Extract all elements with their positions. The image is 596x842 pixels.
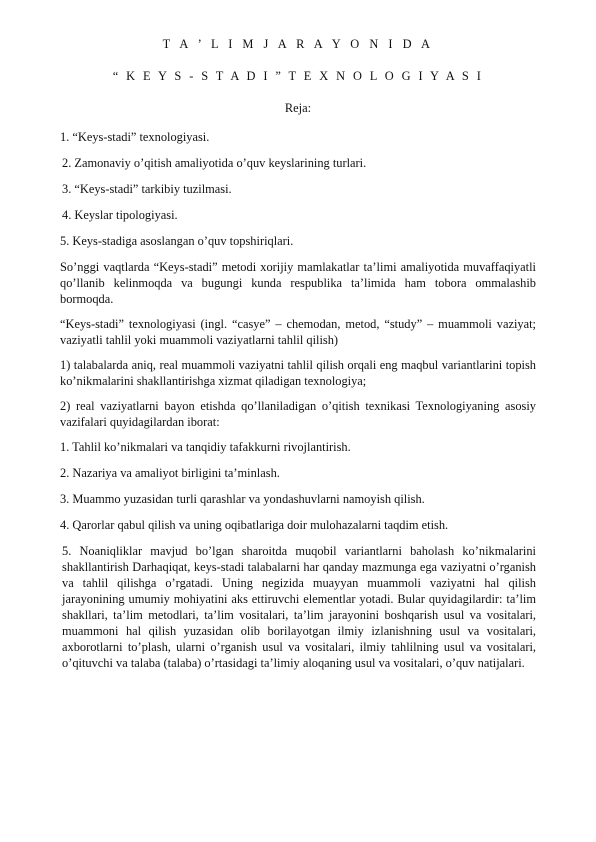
document-title-line-1: T A ’ L I M J A R A Y O N I D A <box>162 37 434 51</box>
plan-label: Reja: <box>284 101 312 115</box>
body-paragraph: 1) talabalarda aniq, real muammoli vaziyatni tahlil qilish orqali eng maqbul variantlarini topish ko’nikmalarini shakllantirishga xizmat qiladigan texnologiya; <box>60 358 536 388</box>
plan-item: 3. “Keys-stadi” tarkibiy tuzilmasi. <box>62 182 232 196</box>
plan-item: 1. “Keys-stadi” texnologiyasi. <box>60 130 210 144</box>
task-list-item: 1. Tahlil ko’nikmalari va tanqidiy tafakkurni rivojlantirish. <box>60 440 351 454</box>
body-paragraph: So’nggi vaqtlarda “Keys-stadi” metodi xorijiy mamlakatlar ta’limi amaliyotida muvaffaqiyatli qo’llanib kelinmoqda va bugungi kunda respublika ta’limida ham tobora ommalashib bormoqda. <box>60 260 536 306</box>
task-list-item: 2. Nazariya va amaliyot birligini ta’minlash. <box>60 466 280 480</box>
document-page <box>60 36 536 680</box>
plan-item: 5. Keys-stadiga asoslangan o’quv topshiriqlari. <box>60 234 294 248</box>
task-list-item: 4. Qarorlar qabul qilish va uning oqibatlariga doir mulohazalarni taqdim etish. <box>60 518 449 532</box>
body-paragraph: 5. Noaniqliklar mavjud bo’lgan sharoitda muqobil variantlarni baholash ko’nikmalarini shakllantirish Darhaqiqat, keys-stadi talabalarni har qanday mazmunga ega vaziyatni o’rganish va tahlil qilishga o’rgatadi. Uning negizida muayyan muammoli vaziyatni hal qilish jarayonining umumiy mohiyatini aks ettiruvchi elementlar yotadi. Bular quyidagilardir: ta’lim shakllari, ta’lim metodlari, ta’lim vositalari, ta’lim jarayonini boshqarish usul va vositalari, muammoni hal qilish yuzasidan olib borilayotgan ilmiy izlanishning usul va vositalari, axborotlarni to’plash, ularni o’rganish usul va vositalari, ilmiy tahlilning usul va vositalari, o’qituvchi va talaba (talaba) o’rtasidagi ta’limiy aloqaning usul va vositalari, o’quv natijalari. <box>62 544 536 670</box>
body-paragraph: 2) real vaziyatlarni bayon etishda qo’llaniladigan o’qitish texnikasi Texnologiyaning asosiy vazifalari quyidagilardan iborat: <box>60 399 536 429</box>
plan-item: 2. Zamonaviy o’qitish amaliyotida o’quv keyslarining turlari. <box>62 156 367 170</box>
body-paragraph: “Keys-stadi” texnologiyasi (ingl. “casye” – chemodan, metod, “study” – muammoli vaziyat; vaziyatli tahlil yoki muammoli vaziyatlarni tahlil qilish) <box>60 317 536 347</box>
document-title-line-2: “ K E Y S - S T A D I ” T E X N O L O G I Y A S I <box>112 69 484 83</box>
task-list-item: 3. Muammo yuzasidan turli qarashlar va yondashuvlarni namoyish qilish. <box>60 492 425 506</box>
plan-item: 4. Keyslar tipologiyasi. <box>62 208 178 222</box>
